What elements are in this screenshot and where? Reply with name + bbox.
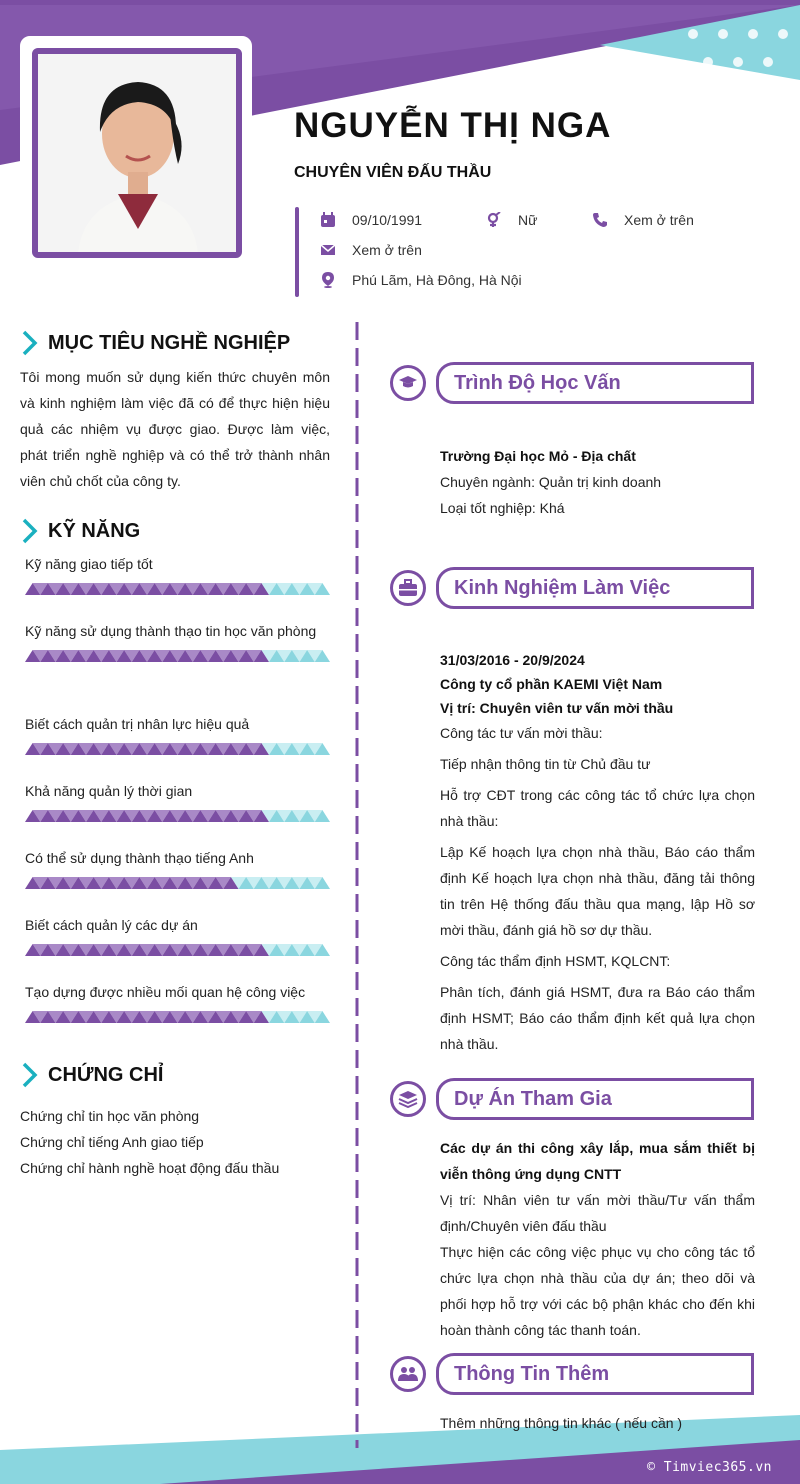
email-text: Xem ở trên xyxy=(352,242,422,258)
experience-content xyxy=(440,648,755,1057)
calendar-icon xyxy=(320,212,336,228)
projects-title-box xyxy=(436,1078,754,1120)
skill-label: Kỹ năng giao tiếp tốt xyxy=(25,556,153,572)
project-description: Thực hiện các công việc phục vụ cho công tác tổ chức lựa chọn nhà thầu của dự án; theo dõi và phối hợp hỗ trợ với các bộ phận khác cho đến khi hoàn thành công tác thanh toán. xyxy=(440,1244,755,1338)
skills-heading xyxy=(20,518,140,544)
experience-line: Công tác tư vấn mời thầu: xyxy=(440,725,603,741)
job-title: CHUYÊN VIÊN ĐẤU THẦU xyxy=(294,164,492,181)
skill-item xyxy=(25,778,325,822)
extra-title-box xyxy=(436,1353,754,1395)
skill-label: Khả năng quản lý thời gian xyxy=(25,783,193,799)
skill-level-bar xyxy=(25,743,330,755)
experience-position: Vị trí: Chuyên viên tư vấn mời thầu xyxy=(440,700,674,716)
certificate-item: Chứng chỉ tiếng Anh giao tiếp xyxy=(20,1134,204,1150)
objective-heading xyxy=(20,330,290,356)
school-name: Trường Đại học Mỏ - Địa chất xyxy=(440,448,636,464)
education-title: Trình Độ Học Vấn xyxy=(454,372,621,394)
experience-line: Lập Kế hoạch lựa chọn nhà thầu, Báo cáo thẩm định Kế hoạch lựa chọn nhà thầu, đăng tải thông tin trên Hệ thống đấu thầu qua mạng, lập Hồ sơ mời thầu, đánh giá hồ sơ dự thầu. xyxy=(440,844,755,938)
skill-label: Tạo dựng được nhiều mối quan hệ công việc xyxy=(25,984,306,1000)
column-divider xyxy=(355,322,359,1448)
extra-icon-circle xyxy=(390,1356,426,1392)
projects-icon-circle xyxy=(390,1081,426,1117)
experience-icon-circle xyxy=(390,570,426,606)
contact-phone xyxy=(592,212,694,228)
briefcase-icon xyxy=(398,579,418,597)
skill-level-bar xyxy=(25,810,330,822)
skill-label: Biết cách quản lý các dự án xyxy=(25,917,198,933)
phone-icon xyxy=(592,212,608,228)
contact-birthday xyxy=(320,212,422,228)
skill-level-bar xyxy=(25,944,330,956)
skill-item xyxy=(25,618,325,662)
certificate-item: Chứng chỉ hành nghề hoạt động đấu thầu xyxy=(20,1160,280,1176)
experience-title-box xyxy=(436,567,754,609)
experience-line: Công tác thẩm định HSMT, KQLCNT: xyxy=(440,953,671,969)
watermark: © Timviec365.vn xyxy=(647,1460,772,1475)
experience-title: Kinh Nghiệm Làm Việc xyxy=(454,577,671,599)
extra-title: Thông Tin Thêm xyxy=(454,1363,610,1385)
contact-email xyxy=(320,242,422,258)
education-heading xyxy=(390,362,756,404)
major: Chuyên ngành: Quản trị kinh doanh xyxy=(440,474,662,490)
location-pin-icon xyxy=(320,272,336,288)
projects-content xyxy=(440,1135,755,1343)
skill-level-bar xyxy=(25,583,330,595)
chevron-right-icon xyxy=(20,330,40,356)
contact-gender xyxy=(486,212,537,228)
experience-company: Công ty cổ phần KAEMI Việt Nam xyxy=(440,676,663,692)
gender-text: Nữ xyxy=(518,212,538,228)
profile-photo-frame xyxy=(20,36,252,262)
mail-icon xyxy=(320,242,336,258)
people-icon xyxy=(397,1366,419,1382)
contact-address xyxy=(320,272,522,288)
education-icon-circle xyxy=(390,365,426,401)
skill-level-bar xyxy=(25,650,330,662)
skill-label: Biết cách quản trị nhân lực hiệu quả xyxy=(25,716,250,732)
birthday-text: 09/10/1991 xyxy=(352,212,423,228)
education-title-box xyxy=(436,362,754,404)
experience-line: Tiếp nhận thông tin từ Chủ đầu tư xyxy=(440,756,651,772)
extra-heading xyxy=(390,1353,756,1395)
certificate-item: Chứng chỉ tin học văn phòng xyxy=(20,1108,200,1124)
extra-text: Thêm những thông tin khác ( nếu cần ) xyxy=(440,1415,683,1431)
skills-title: KỸ NĂNG xyxy=(48,519,141,542)
education-content xyxy=(440,443,755,521)
projects-title: Dự Án Tham Gia xyxy=(454,1088,612,1110)
chevron-right-icon xyxy=(20,1062,40,1088)
project-name: Các dự án thi công xây lắp, mua sắm thiết bị viễn thông ứng dụng CNTT xyxy=(440,1140,755,1182)
skill-level-bar xyxy=(25,1011,330,1023)
experience-heading xyxy=(390,567,756,609)
phone-text: Xem ở trên xyxy=(624,212,694,228)
skill-item xyxy=(25,912,325,956)
objective-title: MỤC TIÊU NGHỀ NGHIỆP xyxy=(48,331,291,354)
skill-level-bar xyxy=(25,877,330,889)
chevron-right-icon xyxy=(20,518,40,544)
objective-text: Tôi mong muốn sử dụng kiến thức chuyên môn và kinh nghiệm làm việc đã có để thực hiện hiệu quả các nhiệm vụ được giao. Được làm việc, phát triển nghề nghiệp và có thể trở thành nhân viên chủ chốt của công ty. xyxy=(20,369,330,489)
project-role: Vị trí: Nhân viên tư vấn mời thầu/Tư vấn thẩm định/Chuyên viên đấu thầu xyxy=(440,1192,755,1234)
graduation-grade: Loại tốt nghiệp: Khá xyxy=(440,500,565,516)
experience-period: 31/03/2016 - 20/9/2024 xyxy=(440,652,585,668)
skill-item xyxy=(25,845,325,889)
address-text: Phú Lãm, Hà Đông, Hà Nội xyxy=(352,272,522,288)
projects-heading xyxy=(390,1078,756,1120)
avatar xyxy=(32,48,242,258)
gender-icon xyxy=(486,212,502,228)
certificates-title: CHỨNG CHỈ xyxy=(48,1063,164,1086)
skill-item xyxy=(25,979,325,1023)
skill-item xyxy=(25,711,325,755)
certificates-heading xyxy=(20,1062,163,1088)
skill-item xyxy=(25,551,325,595)
candidate-name: NGUYỄN THỊ NGA xyxy=(294,106,612,145)
graduation-cap-icon xyxy=(398,375,418,391)
layers-icon xyxy=(398,1090,418,1108)
experience-line: Hỗ trợ CĐT trong các công tác tổ chức lựa chọn nhà thầu: xyxy=(440,787,755,829)
experience-line: Phân tích, đánh giá HSMT, đưa ra Báo cáo thẩm định HSMT; Báo cáo thẩm định kết quả lựa chọn nhà thầu. xyxy=(440,984,755,1052)
skill-label: Kỹ năng sử dụng thành thạo tin học văn phòng xyxy=(25,623,317,639)
contact-divider xyxy=(295,207,299,297)
skill-label: Có thể sử dụng thành thạo tiếng Anh xyxy=(25,850,254,866)
